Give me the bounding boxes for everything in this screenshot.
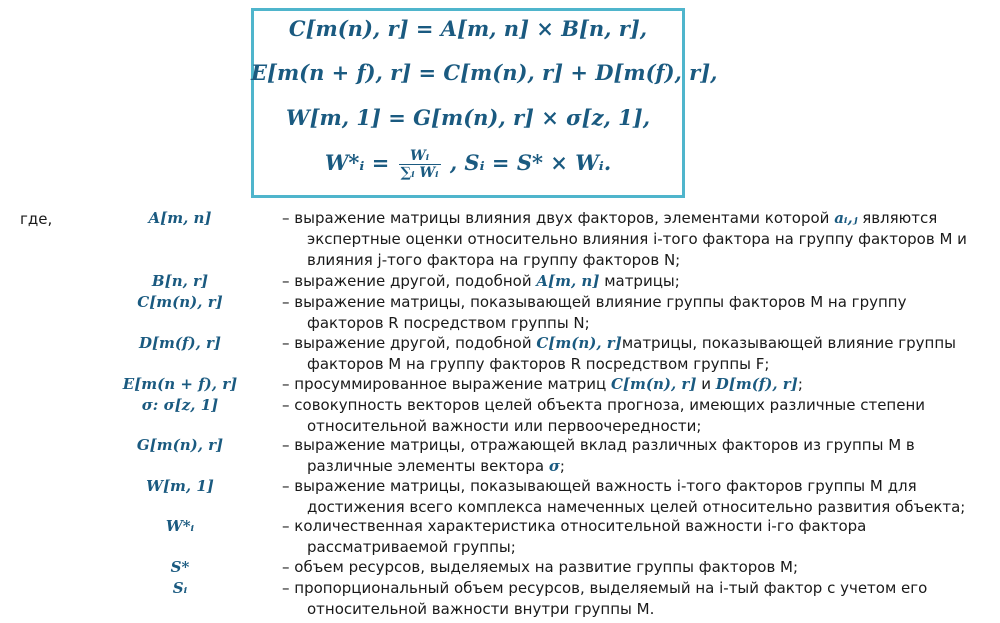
definition-text: ; <box>797 375 803 393</box>
definition-c <box>282 292 982 334</box>
definition-d <box>282 333 982 375</box>
definition-text: – количественная характеристика относительной важности i-го фактора <box>282 517 867 535</box>
inline-math: σ <box>548 457 560 475</box>
term-s-i: Sᵢ <box>172 579 188 597</box>
inline-math: C[m(n), r] <box>610 375 697 393</box>
definition-text: – пропорциональный объем ресурсов, выделяемый на i-тый фактор с учетом его <box>282 579 928 597</box>
definition-text: матрицы; <box>599 272 680 290</box>
term-sigma: σ: σ[z, 1] <box>141 396 219 414</box>
formula-4-rhs: , Sᵢ = S* × Wᵢ. <box>449 150 612 175</box>
formula-3: W[m, 1] = G[m(n), r] × σ[z, 1], <box>285 105 651 130</box>
term-w-star: W*ᵢ <box>165 517 195 535</box>
where-label: где, <box>20 210 53 228</box>
definition-text: и <box>696 375 716 393</box>
term-c: C[m(n), r] <box>137 293 223 311</box>
definition-text: являются <box>857 209 938 227</box>
inline-math: D[m(f), r] <box>715 375 798 393</box>
term-d: D[m(f), r] <box>138 334 222 352</box>
definition-w-star <box>282 516 982 558</box>
definition-text: различные элементы вектора <box>307 457 549 475</box>
definition-a <box>282 208 982 271</box>
term-e: E[m(n + f), r] <box>122 375 238 393</box>
inline-math: C[m(n), r] <box>536 334 622 352</box>
definition-text: влияния j-того фактора на группу факторов N; <box>307 251 681 269</box>
definition-text: факторов M на группу факторов R посредством группы F; <box>307 355 770 373</box>
definition-text: достижения всего комплекса намеченных целей относительно развития объекта; <box>307 498 966 516</box>
term-w: W[m, 1] <box>146 477 214 495</box>
definition-w <box>282 476 982 518</box>
definition-text: – выражение матрицы, показывающей влияние группы факторов M на группу <box>282 293 907 311</box>
inline-math: A[m, n] <box>536 272 600 290</box>
definition-text: – выражение другой, подобной <box>282 272 537 290</box>
definition-e <box>282 374 982 395</box>
formula-4 <box>251 148 685 181</box>
definition-sigma <box>282 395 982 437</box>
definition-text: экспертные оценки относительно влияния i-того фактора на группу факторов M и <box>307 230 967 248</box>
definition-text: – совокупность векторов целей объекта прогноза, имеющих различные степени <box>282 396 926 414</box>
definition-s-star <box>282 557 982 578</box>
definition-text: – выражение матрицы, отражающей вклад различных факторов из группы M в <box>282 436 915 454</box>
term-g: G[m(n), r] <box>136 436 224 454</box>
definition-text: – выражение матрицы влияния двух факторов, элементами которой <box>282 209 835 227</box>
fraction-denominator: ∑ᵢ Wᵢ <box>400 165 439 181</box>
definition-text: рассматриваемой группы; <box>307 538 516 556</box>
definition-text: ; <box>559 457 565 475</box>
formula-4-lhs: W*ᵢ = <box>324 150 390 175</box>
definition-b <box>282 271 982 292</box>
definition-g <box>282 435 982 477</box>
definition-text: – просуммированное выражение матриц <box>282 375 611 393</box>
definition-text: относительной важности или первоочередности; <box>307 417 702 435</box>
definition-text: факторов R посредством группы N; <box>307 314 590 332</box>
inline-math: aᵢ,ⱼ <box>834 209 858 227</box>
formula-2: E[m(n + f), r] = C[m(n), r] + D[m(f), r], <box>251 60 718 85</box>
term-s-star: S* <box>170 558 190 576</box>
fraction-numerator: Wᵢ <box>399 148 441 165</box>
term-a: A[m, n] <box>148 209 212 227</box>
definition-text: – выражение другой, подобной <box>282 334 537 352</box>
term-b: B[n, r] <box>151 272 209 290</box>
definition-text: – выражение матрицы, показывающей важность i-того факторов группы M для <box>282 477 917 495</box>
definition-text: матрицы, показывающей влияние группы <box>621 334 956 352</box>
formula-4-fraction <box>399 148 441 181</box>
formula-1: C[m(n), r] = A[m, n] × B[n, r], <box>288 16 648 41</box>
definition-text: – объем ресурсов, выделяемых на развитие группы факторов M; <box>282 558 799 576</box>
definition-s-i <box>282 578 982 620</box>
definition-text: относительной важности внутри группы M. <box>307 600 655 618</box>
